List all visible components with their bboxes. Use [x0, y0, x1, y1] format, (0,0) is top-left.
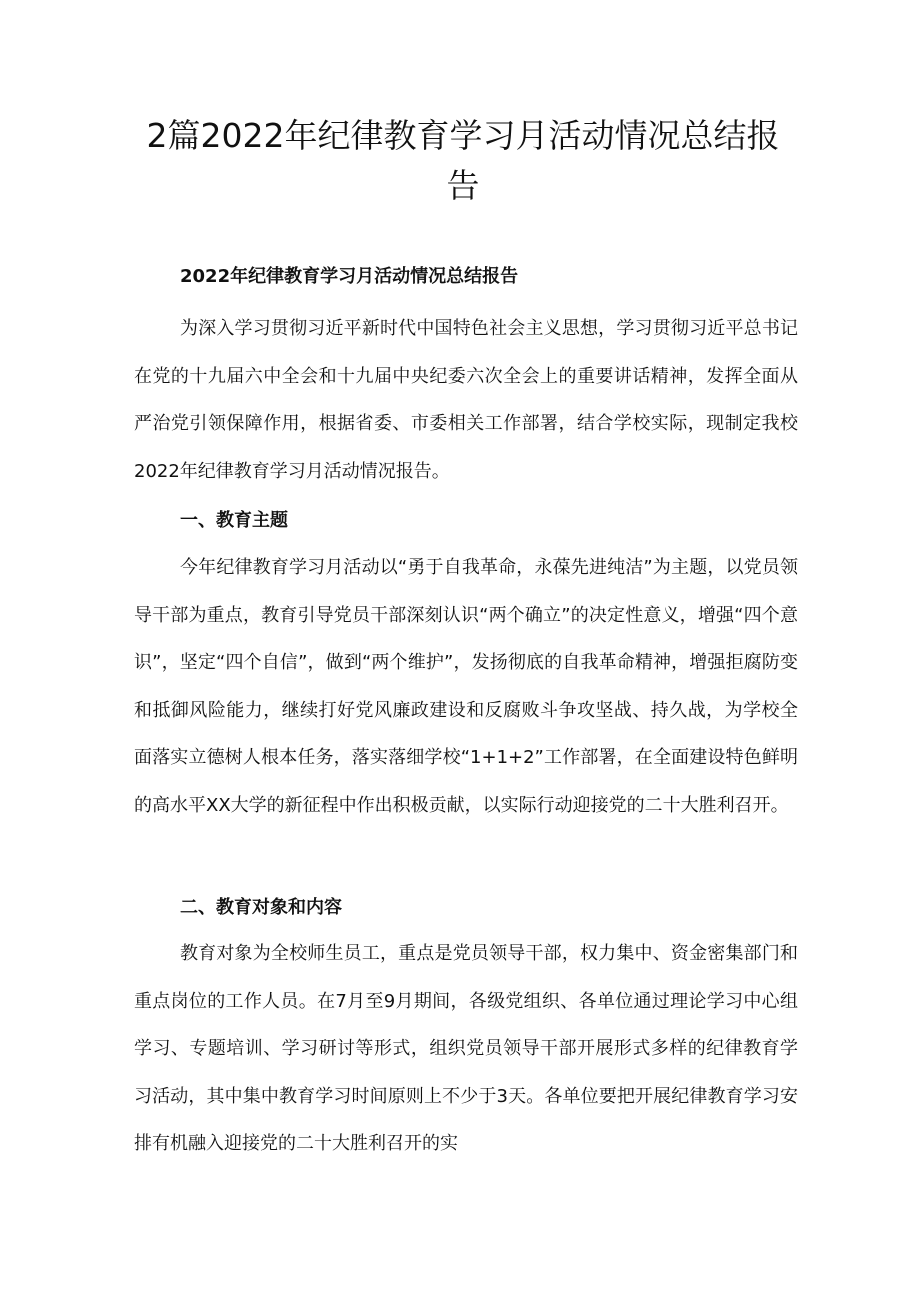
section-1-paragraph: 今年纪律教育学习月活动以“勇于自我革命，永葆先进纯洁”为主题，以党员领导干部为重点，教育引导党员干部深刻认识“两个确立”的决定性意义，增强“四个意识”，坚定“四个自信”，做到“两个维护”，发扬彻底的自我革命精神，增强拒腐防变和抵御风险能力，继续打好党风廉政建设和反腐败斗争攻坚战、持久战，为学校全面落实立德树人根本任务，落实落细学校“1+1+2”工作部署，在全面建设特色鲜明的高水平XX大学的新征程中作出积极贡献，以实际行动迎接党的二十大胜利召开。	[134, 557, 798, 816]
section-1-heading: 一、教育主题	[180, 510, 288, 531]
document-title-line-2: 告	[446, 166, 480, 205]
report-subtitle: 2022年纪律教育学习月活动情况总结报告	[180, 266, 519, 287]
section-2-heading: 二、教育对象和内容	[180, 897, 342, 918]
document-title-line-1: 2篇2022年纪律教育学习月活动情况总结报	[146, 116, 780, 155]
section-2-paragraph: 教育对象为全校师生员工，重点是党员领导干部，权力集中、资金密集部门和重点岗位的工作人员。在7月至9月期间，各级党组织、各单位通过理论学习中心组学习、专题培训、学习研讨等形式，组织党员领导干部开展形式多样的纪律教育学习活动，其中集中教育学习时间原则上不少于3天。各单位要把开展纪律教育学习安排有机融入迎接党的二十大胜利召开的实	[134, 943, 798, 1154]
intro-paragraph: 为深入学习贯彻习近平新时代中国特色社会主义思想，学习贯彻习近平总书记在党的十九届六中全会和十九届中央纪委六次全会上的重要讲话精神，发挥全面从严治党引领保障作用，根据省委、市委相关工作部署，结合学校实际，现制定我校2022年纪律教育学习月活动情况报告。	[134, 318, 798, 482]
